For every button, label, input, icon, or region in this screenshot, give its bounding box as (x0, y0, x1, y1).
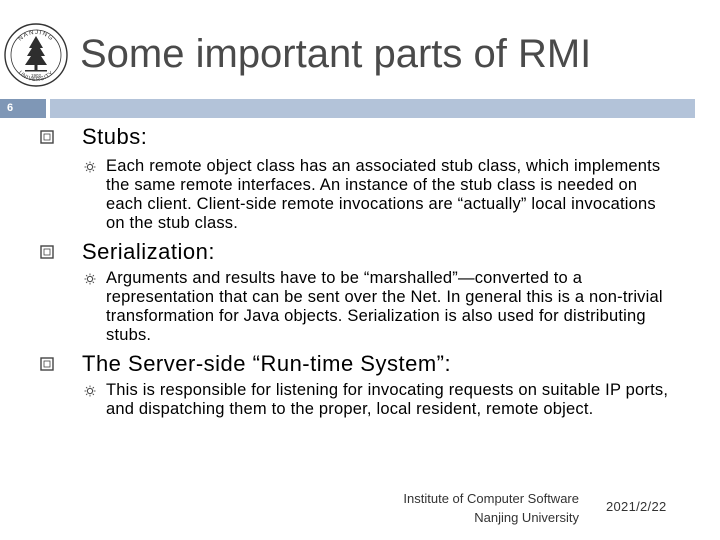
sun-bullet-icon (84, 273, 96, 285)
bullet-heading-serialization: Serialization: (82, 239, 215, 264)
sun-bullet-icon (84, 385, 96, 397)
square-bullet-icon (40, 357, 54, 371)
svg-text:UNIVERSITY: UNIVERSITY (17, 70, 55, 84)
bullet-body-serialization: Arguments and results have to be “marshalled”—converted to a representation that can be sent over the Net. In general this is a non-trivial transformation for Java objects. Serialization is also used for distributing stubs. (106, 269, 663, 344)
svg-text:1902: 1902 (30, 73, 42, 78)
svg-text:NANJING: NANJING (16, 28, 56, 43)
bullet-heading-stubs: Stubs: (82, 124, 148, 149)
footer-institute-line2: Nanjing University (474, 510, 579, 525)
sun-bullet-icon (84, 161, 96, 173)
square-bullet-icon (40, 245, 54, 259)
square-bullet-icon (40, 130, 54, 144)
footer-institute-line1: Institute of Computer Software (403, 491, 579, 506)
slide-number: 6 (0, 99, 46, 118)
footer-institute (403, 489, 579, 527)
bullet-body-runtime-system: This is responsible for listening for invocating requests on suitable IP ports, and dispatching them to the proper, local resident, remote object. (106, 381, 669, 418)
header-bar (0, 99, 720, 118)
header-bar-line (50, 99, 695, 118)
slide-title: Some important parts of RMI (80, 32, 592, 76)
footer-date: 2021/2/22 (606, 499, 667, 514)
bullet-heading-runtime-system: The Server-side “Run-time System”: (82, 351, 452, 376)
nanjing-university-seal-icon (3, 22, 69, 88)
bullet-body-stubs: Each remote object class has an associated stub class, which implements the same remote interfaces. An instance of the stub class is needed on each client. Client-side remote invocations are “actually” local invocations on the stub class. (106, 157, 661, 232)
